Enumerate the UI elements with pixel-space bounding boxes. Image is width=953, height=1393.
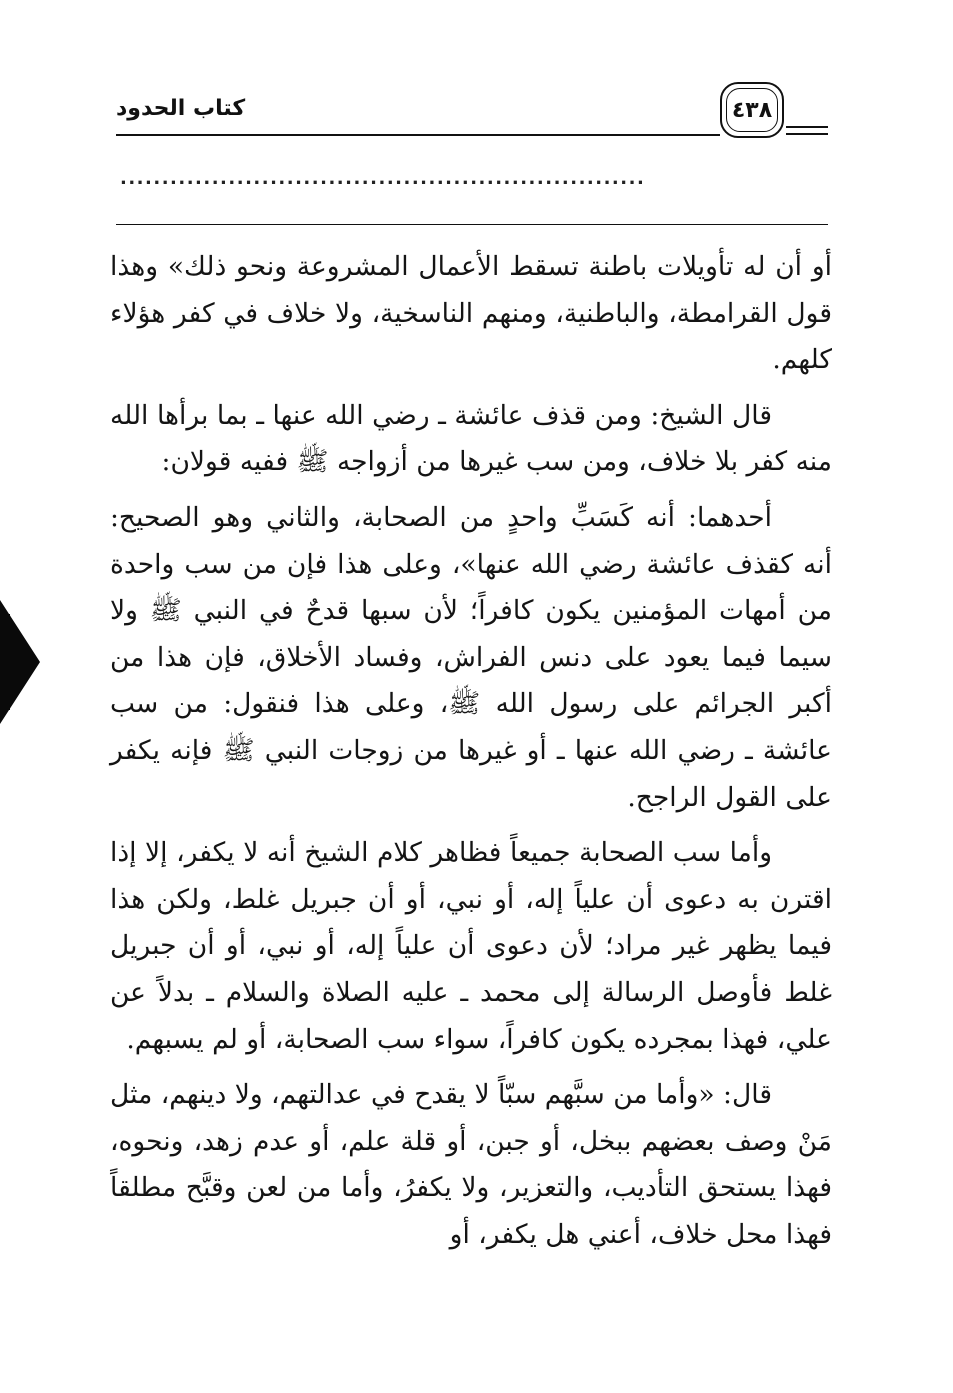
running-title: كتاب الحدود xyxy=(116,96,246,121)
paragraph-first-opinion: أحدهما: أنه كَسَبِّ واحدٍ من الصحابة، والثاني وهو الصحيح: أنه كقذف عائشة رضي الله عنها»، وعلى هذا فإن من سب واحدة من أمهات المؤمنين يكون كافراً؛ لأن سبها قدحٌ في النبي ﷺ ولا سيما فيما يعود على دنس الفراش، وفساد الأخلاق، فإن هذا من أكبر الجرائم على رسول الله ﷺ، وعلى هذا فنقول: من سب عائشة ـ رضي الله عنها ـ أو غيرها من زوجات النبي ﷺ فإنه يكفر على القول الراجح. xyxy=(110,501,832,813)
header-rule-right-top xyxy=(786,126,828,128)
header-rule xyxy=(116,134,720,136)
paragraph-quote: قال: «وأما من سبَّهم سبّاً لا يقدح في عدالتهم، ولا دينهم، مثل مَنْ وصف بعضهم ببخل، أو جبن، أو قلة علم، أو عدم زهد، ونحوه، فهذا يستحق التأديب، والتعزير، ولا يكفرُ، وأما من لعن وقبَّح مطلقاً فهذا محل خلاف، أعني هل يكفر، أو xyxy=(110,1079,832,1250)
paragraph-companions: وأما سب الصحابة جميعاً فظاهر كلام الشيخ أنه لا يكفر، إلا إذا اقترن به دعوى أن علياً إله، أو نبي، أو أن جبريل غلط، ولكن هذا فيما يظهر غير مراد؛ لأن دعوى أن علياً إله، أو نبي، أو أن جبريل غلط فأوصل الرسالة إلى محمد ـ عليه الصلاة والسلام ـ بدلاً عن علي، فهذا بمجرده يكون كافراً، سواء سب الصحابة، أو لم يسبهم. xyxy=(110,837,832,1055)
page-header xyxy=(116,82,828,142)
main-text xyxy=(110,244,832,1258)
page-number-frame xyxy=(720,82,784,138)
paragraph-shaykh-statement: قال الشيخ: ومن قذف عائشة ـ رضي الله عنها ـ بما برأها الله منه كفر بلا خلاف، ومن سب غيرها من أزواجه ﷺ ففيه قولان: xyxy=(110,399,832,478)
page-number: ٤٣٨ xyxy=(731,97,773,123)
scan-edge-shadow xyxy=(0,600,40,724)
ellipsis-separator: ............................................................... xyxy=(120,168,646,189)
header-rule-right-bottom xyxy=(786,133,828,135)
separator-rule xyxy=(116,224,828,225)
paragraph-continuation: أو أن له تأويلات باطنة تسقط الأعمال المشروعة ونحو ذلك» وهذا قول القرامطة، والباطنية، ومنهم الناسخية، ولا خلاف في كفر هؤلاء كلهم. xyxy=(110,251,832,376)
